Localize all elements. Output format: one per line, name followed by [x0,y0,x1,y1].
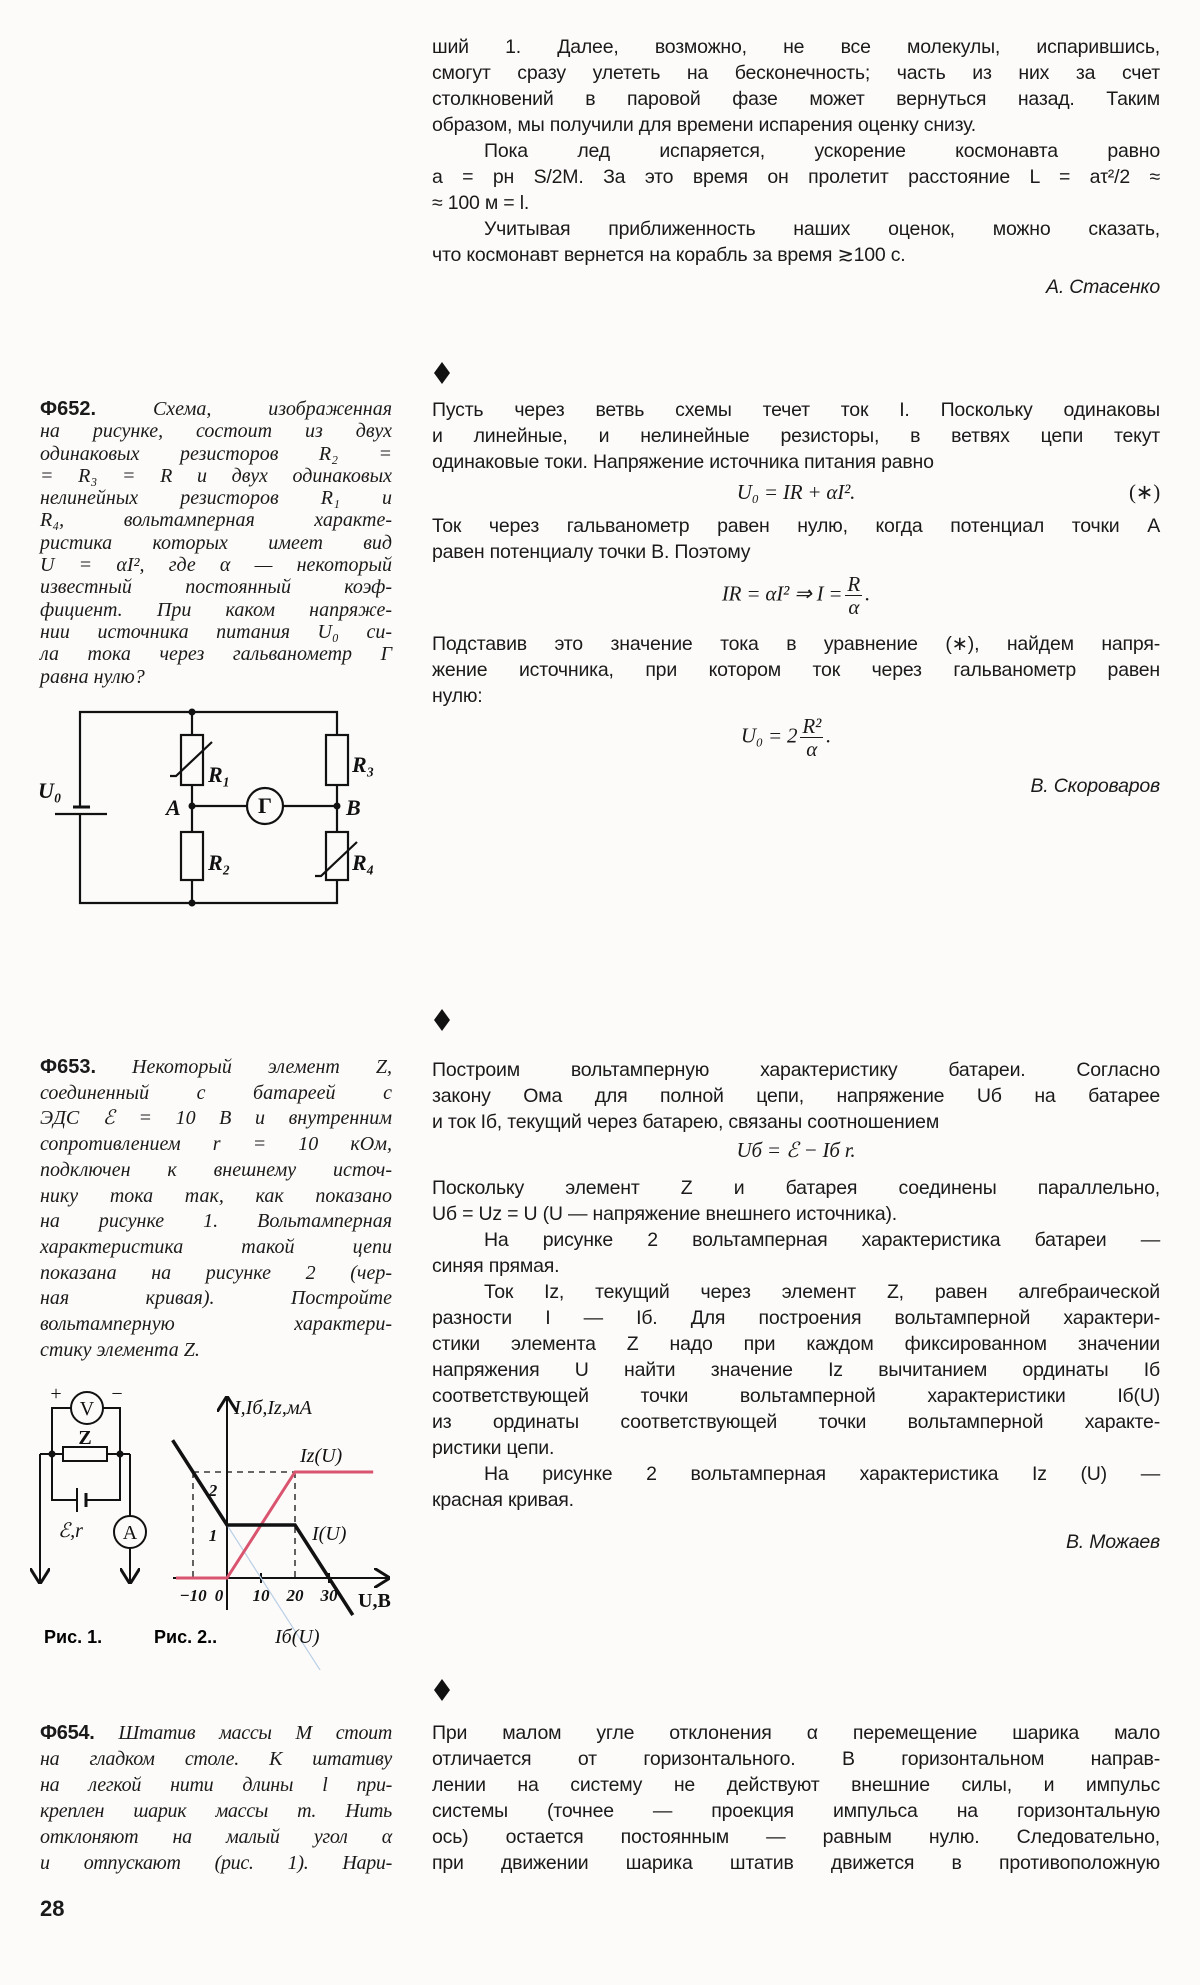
section-diamond-icon [434,362,450,384]
problem-number: Ф653. [40,1056,96,1078]
text-line: лении на систему не действуют внешние силы, и импульс [432,1774,1160,1796]
text-line: Ток через гальванометр равен нулю, когда потенциал точки A [432,515,1160,537]
text-line: на рисунке 1. Вольтамперная [40,1210,392,1233]
text-line: Подставив это значение тока в уравнение (∗), найдем напря- [432,633,1160,655]
text-line: Пусть через ветвь схемы течет ток I. Поскольку одинаковы [432,399,1160,421]
caption-fig1: Рис. 1. [44,1627,103,1647]
label-r2: R₂ [208,850,231,875]
solution-f652 [432,397,1160,799]
intro-text [432,34,1160,268]
element-z [63,1447,107,1461]
problem-f654 [40,1720,392,1876]
text-line: подключен к внешнему источ- [40,1158,392,1181]
text-line: закону Ома для полной цепи, напряжение Uб на батарее [432,1085,1160,1107]
paragraph [432,34,1160,138]
solution-f653 [432,1057,1160,1555]
text-line: ла тока через гальванометр Г [40,643,392,666]
text-line: отклоняют на малый угол α [40,1826,392,1848]
text-line: Ток Iz, текущий через элемент Z, равен алгебраической [484,1281,1160,1303]
label-r1: R₁ [208,762,231,787]
page-number: 28 [40,1896,65,1921]
text-line: равен потенциалу точки B. Поэтому [432,541,751,563]
text-line: из ординаты соответствующей точки вольтамперной характе- [432,1411,1160,1433]
bridge-circuit-figure [0,690,420,920]
text-line: R₄, вольтамперная характе- [40,509,392,532]
text-line: образом, мы получили для времени испарения оценку снизу. [432,114,976,136]
text-line: U = αI², где α — некоторый [40,554,392,577]
text-line: нулю: [432,685,483,707]
text-line: известный постоянный коэф- [40,576,392,599]
signature-stasenko: А. Стасенко [1046,276,1160,298]
text-line: при движении шарика штатив движется в противоположную [432,1852,1160,1874]
text-line: Uб = Uz = U (U — напряжение внешнего источника). [432,1203,897,1225]
problem-f653 [40,1055,392,1363]
text-line: ная кривая). Постройте [40,1287,392,1310]
text-line [40,1055,392,1081]
text-line: Пока лед испаряется, ускорение космонавта равно [484,140,1160,162]
text-line: ший 1. Далее, возможно, не все молекулы, испарившись, [432,36,1160,58]
text-line-content: Некоторый элемент Z, [132,1056,392,1078]
circuit-wire [80,712,337,807]
plus-sign: + [50,1383,62,1405]
text-line: ось) остается постоянным — равным нулю. Следовательно, [432,1826,1160,1848]
y-tick-label: 2 [208,1481,218,1500]
text-line-content: Штатив массы M стоит [118,1722,392,1744]
text-line: системы (точнее — проекция импульса на горизонтальную [432,1800,1160,1822]
text-line: ристика которых имеет вид [40,531,392,554]
text-line: нику тока так, как показано [40,1184,392,1207]
text-line: нелинейных резисторов R₁ и [40,487,392,510]
text-line: ристики цепи. [432,1437,555,1459]
label-r3: R₃ [352,752,375,777]
label-i: I(U) [312,1523,347,1545]
text-line: Поскольку элемент Z и батарея соединены параллельно, [432,1177,1160,1199]
x-tick-label: 20 [286,1586,304,1605]
x-axis-label: U,В [358,1590,391,1612]
x-tick-label: 10 [252,1586,270,1605]
voltmeter-label: V [79,1398,95,1420]
caption-fig2: Рис. 2.. [154,1627,218,1647]
text-line: На рисунке 2 вольтамперная характеристика батареи — [484,1229,1160,1251]
text-line: напряжения U найти значение Iz вычитанием ординаты Iб [432,1359,1160,1381]
text-line: сопротивлением r = 10 кОм, [40,1133,392,1156]
text-line [40,1720,392,1746]
text-line: жение источника, при котором ток через гальванометр равен [432,659,1160,681]
text-line: равна нулю? [40,665,145,688]
label-iz: Iz(U) [300,1445,343,1467]
problem-number: Ф654. [40,1722,95,1744]
text-line: на легкой нити длины l при- [40,1774,392,1796]
text-line: На рисунке 2 вольтамперная характеристика Iz (U) — [484,1463,1160,1485]
y-axis-label: I,Iб,Iz,мА [234,1397,312,1419]
text-line: стики элемента Z надо при каждом фиксированном значении [432,1333,1160,1355]
label-ib: Iб(U) [275,1626,320,1648]
text-line [40,398,392,420]
x-tick-label: 0 [214,1586,224,1605]
text-line: на гладком столе. К штативу [40,1748,392,1770]
text-line: и отпускают (рис. 1). Нари- [40,1852,392,1874]
label-u0: U₀ [38,778,62,803]
ammeter-label: A [122,1522,138,1544]
paragraph [432,138,1160,216]
label-b: B [346,795,361,820]
resistor-r3 [326,735,348,785]
text-line: характеристика такой цепи [40,1235,392,1258]
text-line: ≈ 100 м = l. [432,192,530,214]
text-line: смогут сразу улететь на бесконечность; часть из них за счет [432,62,1160,84]
text-line: красная кривая. [432,1489,574,1511]
minus-sign: − [111,1383,123,1405]
text-line: на рисунке, состоит из двух [40,420,392,443]
label-galvanometer: Г [258,793,272,818]
text-line: одинаковых резисторов R₂ = [40,442,392,465]
text-line: соответствующей точки вольтамперной характеристики Iб(U) [432,1385,1160,1407]
x-tick-label: 30 [320,1586,338,1605]
equation-battery: Uб = ℰ − Iб r. [736,1138,856,1162]
paragraph [432,216,1160,268]
text-line: a = pн S/2M. За это время он пролетит расстояние L = aτ²/2 ≈ [432,166,1160,188]
battery-label: ℰ,r [58,1520,83,1542]
text-line: и ток Iб, текущий через батарею, связаны соотношением [432,1111,940,1133]
text-line: ЭДС ℰ = 10 В и внутренним [40,1107,392,1130]
figure-653 [0,1380,420,1670]
text-line: столкновений в паровой фазе может вернуться назад. Таким [432,88,1160,110]
text-line: синяя прямая. [432,1255,560,1277]
text-line-content: Схема, изображенная [152,398,392,420]
equation-voltage: U₀ = 2 $\frac{\text{R²}}{\alpha}$ . [740,714,832,761]
section-diamond-icon [434,1679,450,1701]
solution-f654 [432,1720,1160,1876]
resistor-r4 [326,832,348,880]
x-tick-label: −10 [179,1586,207,1605]
resistor-r2 [181,832,203,880]
text-line: стику элемента Z. [40,1338,200,1361]
text-line: одинаковые токи. Напряжение источника питания равно [432,451,934,473]
problem-f652 [40,398,392,688]
text-line: вольтамперную характери- [40,1313,392,1336]
text-line: фициент. При каком напряже- [40,598,392,621]
signature-skorovarov: В. Скороваров [1030,775,1160,797]
signature-mozhaev: В. Можаев [1066,1531,1160,1553]
text-line: Построим вольтамперную характеристику батареи. Согласно [432,1059,1160,1081]
text-line: что космонавт вернется на корабль за время ≳100 с. [432,244,906,266]
y-tick-label: 1 [208,1526,218,1545]
label-a: A [166,795,181,820]
label-r4: R₄ [352,850,375,875]
text-line: При малом угле отклонения α перемещение шарика мало [432,1722,1160,1744]
text-line: отличается от горизонтального. В горизонтальном направ- [432,1748,1160,1770]
equation-star: U₀ = IR + αI². (∗) [432,475,1160,509]
text-line: нии источника питания U₀ си- [40,620,392,643]
equation-mark: (∗) [1129,480,1160,504]
text-line: и линейные, и нелинейные резисторы, в ветвях цепи текут [432,425,1160,447]
equation-current: IR = αI² ⇒ I = $\frac{R}{\alpha}$ . [721,572,871,619]
text-line: = R₃ = R и двух одинаковых [40,464,392,487]
text-line: разности I — Iб. Для построения вольтамперной характери- [432,1307,1160,1329]
text-line: показана на рисунке 2 (чер- [40,1261,392,1284]
circuit-fig1 [40,1392,146,1582]
text-line: Учитывая приближенность наших оценок, можно сказать, [484,218,1160,240]
text-line: креплен шарик массы m. Нить [40,1800,392,1822]
section-diamond-icon [434,1009,450,1031]
element-z-label: Z [78,1427,92,1449]
text-line: соединенный с батареей с [40,1081,392,1104]
problem-number: Ф652. [40,398,96,420]
